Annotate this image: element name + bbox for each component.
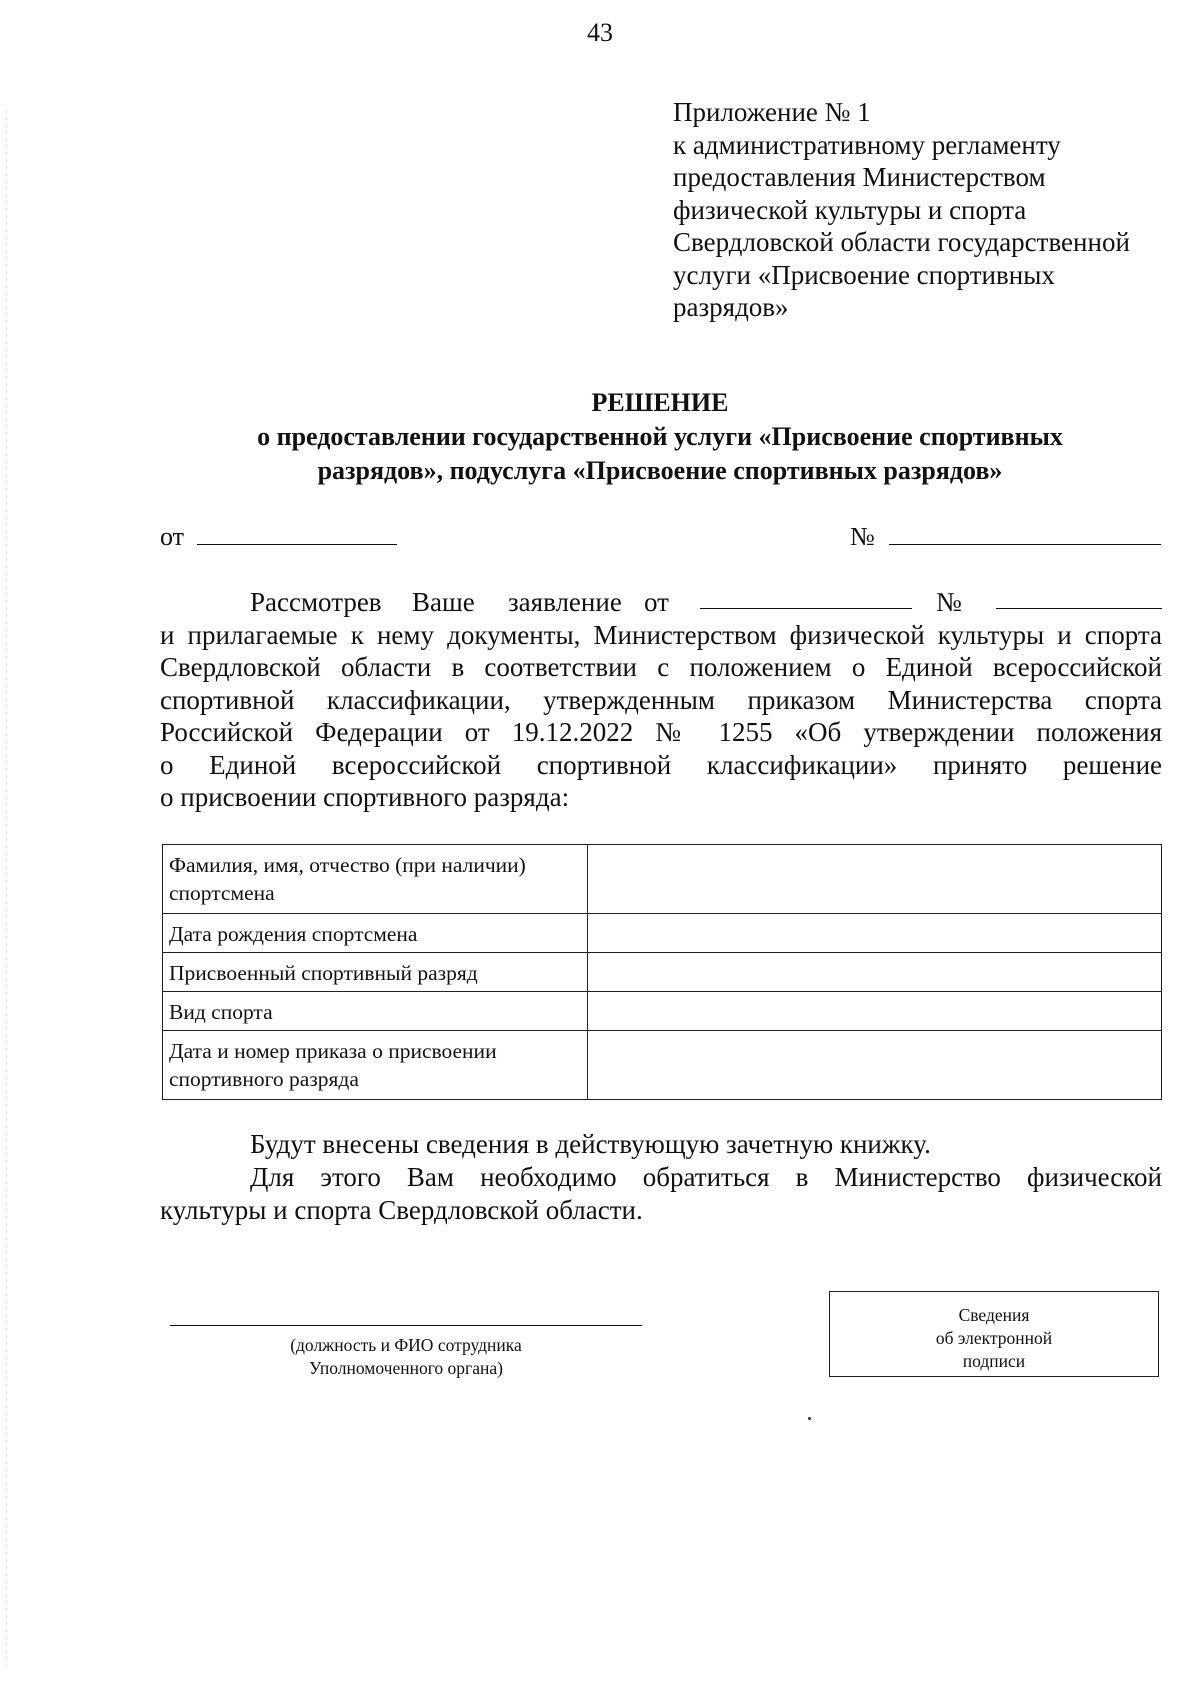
body-line: о присвоении спортивного разряда: (160, 782, 570, 812)
signature-caption-line: (должность и ФИО сотрудника (290, 1335, 522, 1355)
table-row (163, 914, 1162, 953)
body-first-line (160, 586, 1162, 619)
appendix-line: Приложение № 1 (673, 97, 871, 127)
scan-speck (808, 1417, 811, 1420)
title-heading: РЕШЕНИЕ (591, 388, 729, 417)
closing-line: культуры и спорта Свердловской области. (160, 1195, 643, 1225)
table-value-cell[interactable] (588, 992, 1162, 1031)
appendix-line: предоставления Министерством (673, 162, 1046, 192)
application-number-label: № (936, 587, 962, 617)
closing-line: Будут внесены сведения в действующую зачетную книжку. (250, 1129, 931, 1159)
document-title (160, 386, 1160, 488)
closing-line: Для этого Вам необходимо обратиться в Министерство физической (250, 1162, 1162, 1192)
appendix-line: к административному регламенту (673, 129, 1061, 160)
table-label-cell: Присвоенный спортивный разряд (163, 953, 588, 992)
appendix-line: физической культуры и спорта (673, 194, 1027, 225)
signature-line[interactable] (170, 1325, 642, 1326)
table-label-cell: Вид спорта (163, 992, 588, 1031)
body-word: от (644, 587, 669, 617)
number-blank-field[interactable] (889, 522, 1161, 545)
decision-number (850, 522, 1161, 552)
athlete-info-table (162, 844, 1162, 1100)
body-word: Рассмотрев (250, 587, 382, 617)
scan-edge-artifact (6, 110, 7, 1670)
application-number-blank[interactable] (996, 586, 1162, 609)
electronic-signature-box (829, 1291, 1159, 1377)
signature-caption-line: Уполномоченного органа) (309, 1358, 503, 1378)
body-word: заявление (508, 587, 622, 617)
appendix-line: разрядов» (673, 292, 789, 322)
body-line: Российской Федерации от 19.12.2022 № 1255 «Об утверждении положения (160, 717, 1162, 747)
decision-body (160, 586, 1162, 814)
title-subtitle-line: разрядов», подуслуга «Присвоение спортивных разрядов» (317, 456, 1003, 485)
table-value-cell[interactable] (588, 953, 1162, 992)
application-date-blank[interactable] (700, 586, 912, 609)
table-label-cell: Фамилия, имя, отчество (при наличии) спортсмена (163, 845, 588, 914)
table-label-cell: Дата и номер приказа о присвоении спортивного разряда (163, 1031, 588, 1100)
date-from-label: от (160, 522, 185, 551)
table-value-cell[interactable] (588, 845, 1162, 914)
appendix-note (673, 96, 1173, 324)
table-row (163, 992, 1162, 1031)
body-line: спортивной классификации, утвержденным приказом Министерства спорта (160, 684, 1162, 715)
esignature-line: подписи (962, 1351, 1026, 1371)
table-value-cell[interactable] (588, 1031, 1162, 1100)
appendix-line: услуги «Присвоение спортивных (673, 259, 1055, 290)
closing-text (160, 1128, 1162, 1227)
table-row (163, 1031, 1162, 1100)
body-line: Свердловской области в соответствии с положением о Единой всероссийской (160, 652, 1162, 682)
body-word: Ваше (412, 587, 475, 617)
decision-date (160, 522, 397, 552)
table-row (163, 845, 1162, 914)
signature-caption (170, 1334, 642, 1380)
title-subtitle-line: о предоставлении государственной услуги «Присвоение спортивных (257, 422, 1063, 451)
body-line: и прилагаемые к нему документы, Министерством физической культуры и спорта (160, 619, 1162, 650)
table-row (163, 953, 1162, 992)
body-line: о Единой всероссийской спортивной классификации» принято решение (160, 749, 1162, 780)
esignature-line: об электронной (935, 1328, 1053, 1348)
number-label: № (850, 522, 875, 551)
table-value-cell[interactable] (588, 914, 1162, 953)
date-blank-field[interactable] (197, 522, 397, 545)
esignature-line: Сведения (958, 1305, 1030, 1325)
appendix-line: Свердловской области государственной (673, 227, 1130, 257)
page-number: 43 (587, 18, 613, 47)
table-label-cell: Дата рождения спортсмена (163, 914, 588, 953)
decision-date-number-line (160, 522, 1160, 556)
